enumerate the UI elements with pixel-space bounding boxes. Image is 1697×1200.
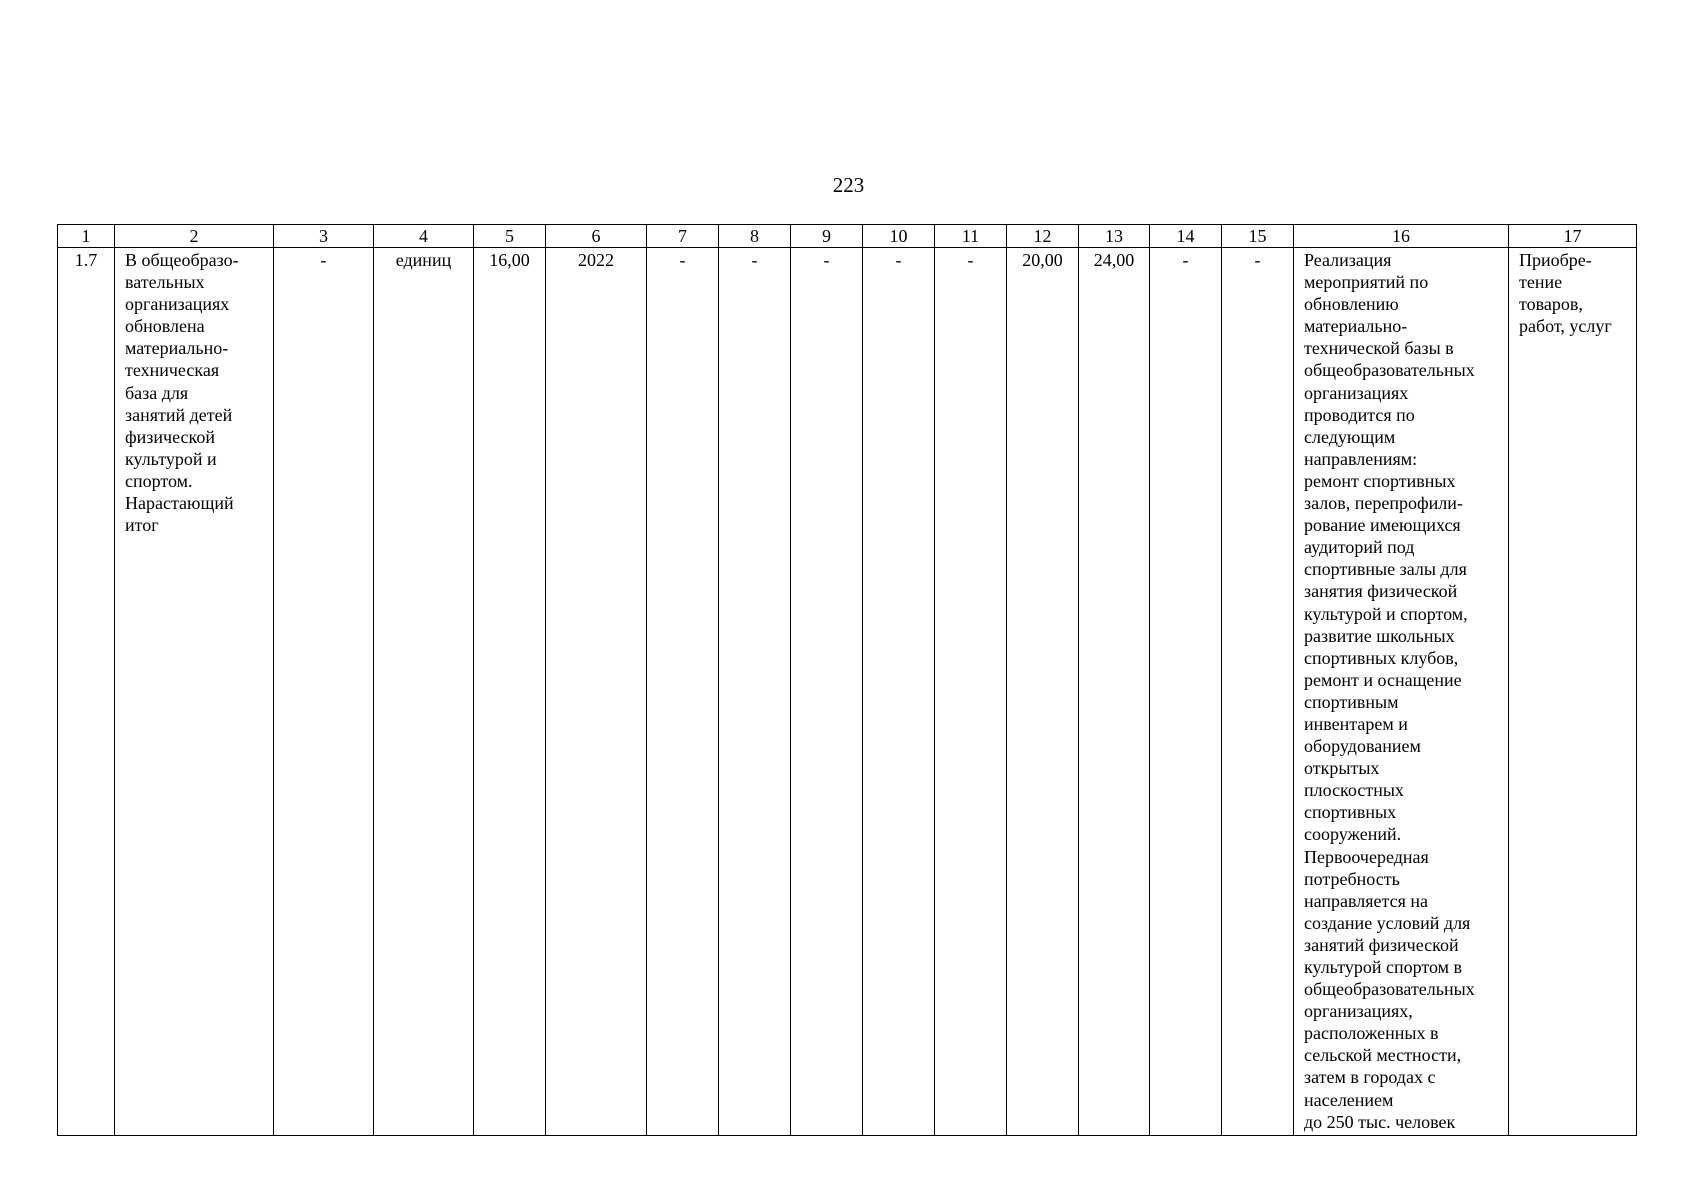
table-cell: - <box>1222 248 1294 1136</box>
table-header-row <box>58 225 1637 248</box>
column-header: 17 <box>1509 225 1637 248</box>
column-header: 10 <box>863 225 935 248</box>
column-header: 12 <box>1007 225 1079 248</box>
column-header: 1 <box>58 225 115 248</box>
page-number: 223 <box>832 173 865 197</box>
base-value-cell: 16,00 <box>474 248 546 1136</box>
table-cell: - <box>935 248 1007 1136</box>
column-header: 14 <box>1150 225 1222 248</box>
column-header: 3 <box>274 225 374 248</box>
column-header: 4 <box>374 225 474 248</box>
description-cell: Реализация мероприятий по обновлению материально- технической базы в общеобразовательных организациях проводится по следующим направлениям: ремонт спортивных залов, перепрофили- рование имеющихся аудиторий под спортивные залы для занятия физической культурой и спортом, развитие школьных спортивных клубов, ремонт и оснащение спортивным инвентарем и оборудованием открытых плоскостных спортивных сооружений. Первоочередная потребность направляется на создание условий для занятий физической культурой спортом в общеобразовательных организациях, расположенных в сельской местности, затем в городах с населением до 250 тыс. человек <box>1294 248 1509 1136</box>
expense-type-cell: Приобре- тение товаров, работ, услуг <box>1509 248 1637 1136</box>
table-row <box>58 248 1637 1136</box>
base-year-cell: 2022 <box>546 248 647 1136</box>
indicator-name-cell: В общеобразо- вательных организациях обновлена материально- техническая база для занятий детей физической культурой и спортом. Нарастающий итог <box>115 248 274 1136</box>
data-table <box>57 224 1637 1136</box>
table-cell: - <box>719 248 791 1136</box>
column-header: 13 <box>1079 225 1150 248</box>
column-header: 6 <box>546 225 647 248</box>
unit-cell: единиц <box>374 248 474 1136</box>
table-cell: - <box>863 248 935 1136</box>
value-cell: 20,00 <box>1007 248 1079 1136</box>
column-header: 8 <box>719 225 791 248</box>
column-header: 9 <box>791 225 863 248</box>
column-header: 7 <box>647 225 719 248</box>
row-number-cell: 1.7 <box>58 248 115 1136</box>
column-header: 5 <box>474 225 546 248</box>
column-header: 11 <box>935 225 1007 248</box>
column-header: 15 <box>1222 225 1294 248</box>
value-cell: 24,00 <box>1079 248 1150 1136</box>
table-cell: - <box>647 248 719 1136</box>
column-header: 2 <box>115 225 274 248</box>
table-cell: - <box>1150 248 1222 1136</box>
table-cell: - <box>791 248 863 1136</box>
column-header: 16 <box>1294 225 1509 248</box>
table-cell: - <box>274 248 374 1136</box>
